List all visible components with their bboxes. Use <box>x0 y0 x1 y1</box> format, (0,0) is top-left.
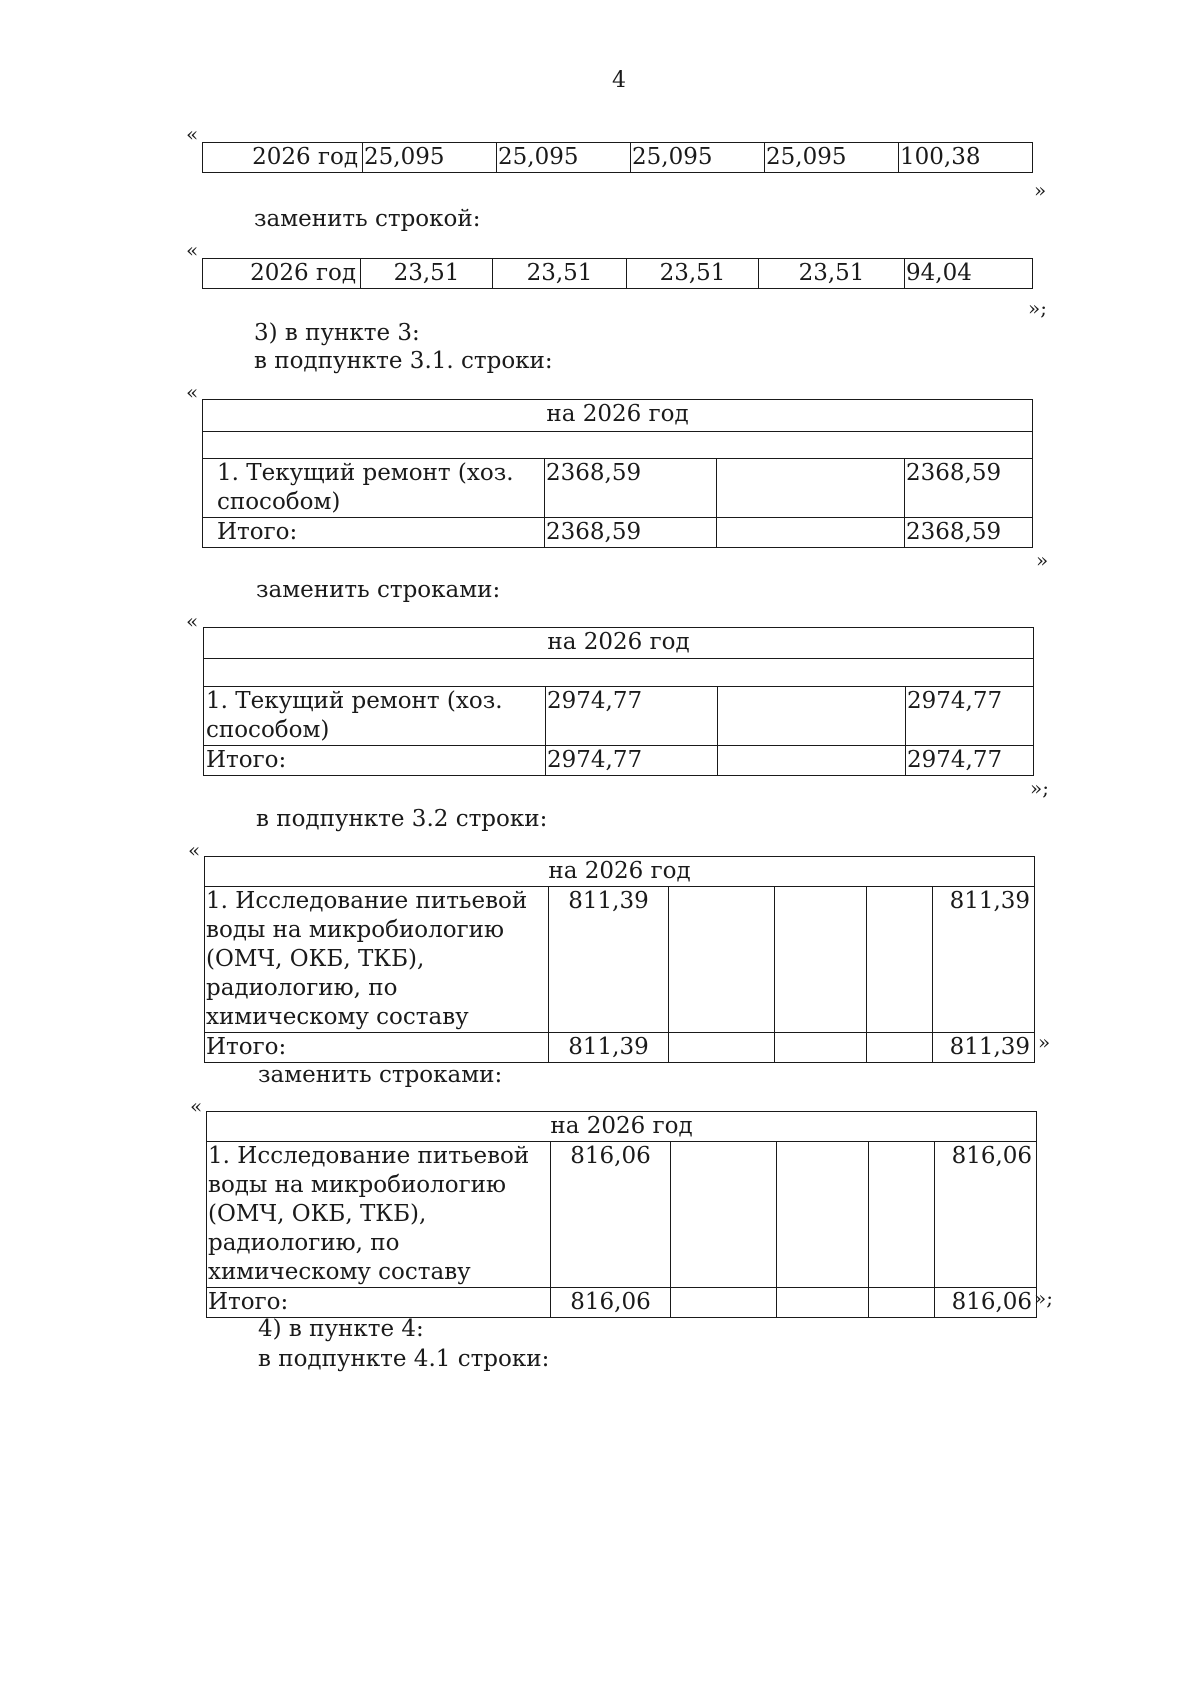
table-row <box>204 659 1034 687</box>
total-label-cell: Итого: <box>207 1288 551 1318</box>
instruction-replace-row: заменить строкой: <box>254 206 481 232</box>
empty-row <box>203 432 1033 459</box>
table-header-row <box>205 857 1035 887</box>
table-total-row <box>207 1288 1037 1318</box>
table-total-row <box>204 746 1034 776</box>
value-cell: 25,095 <box>765 143 899 173</box>
table-row <box>203 143 1033 173</box>
value-cell: 2368,59 <box>545 518 717 548</box>
empty-row <box>204 659 1034 687</box>
empty-cell <box>718 746 906 776</box>
item-name-cell: 1. Текущий ремонт (хоз. способом) <box>203 459 545 518</box>
close-quote-semicolon: »; <box>1028 296 1047 320</box>
instruction-replace-rows: заменить строками: <box>256 577 501 603</box>
value-cell: 23,51 <box>759 259 905 289</box>
table-new-3-2 <box>206 1111 1037 1318</box>
total-cell: 2368,59 <box>905 459 1033 518</box>
open-quote: « <box>186 238 199 262</box>
table-old-3-1 <box>202 399 1033 548</box>
open-quote: « <box>186 380 199 404</box>
item-name-cell: 1. Исследование питьевой воды на микробиологию (ОМЧ, ОКБ, ТКБ), радиологию, по химическому составу <box>205 887 549 1033</box>
table-header-row <box>204 628 1034 659</box>
value-cell: 2974,77 <box>546 687 718 746</box>
subitem-3-2-heading: в подпункте 3.2 строки: <box>256 806 548 832</box>
item-4-heading: 4) в пункте 4: <box>258 1316 424 1342</box>
total-cell: 816,06 <box>935 1288 1037 1318</box>
value-cell: 25,095 <box>497 143 631 173</box>
empty-cell <box>869 1142 935 1288</box>
close-quote: » <box>1036 548 1049 572</box>
empty-cell <box>777 1288 869 1318</box>
subitem-3-1-heading: в подпункте 3.1. строки: <box>254 348 553 374</box>
year-header: на 2026 год <box>207 1112 1037 1142</box>
table-row <box>203 259 1033 289</box>
table-old-3-2 <box>204 856 1035 1063</box>
year-header: на 2026 год <box>204 628 1034 659</box>
total-cell: 811,39 <box>933 887 1035 1033</box>
value-cell: 2974,77 <box>546 746 718 776</box>
item-3-heading: 3) в пункте 3: <box>254 320 420 346</box>
table-row <box>207 1142 1037 1288</box>
value-cell: 23,51 <box>493 259 627 289</box>
value-cell: 811,39 <box>549 887 669 1033</box>
close-quote: » <box>1038 1030 1051 1054</box>
close-quote: » <box>1034 178 1047 202</box>
close-quote-semicolon: »; <box>1030 776 1049 800</box>
instruction-replace-rows: заменить строками: <box>258 1062 503 1088</box>
empty-cell <box>717 518 905 548</box>
value-cell: 2368,59 <box>545 459 717 518</box>
total-cell: 94,04 <box>905 259 1033 289</box>
empty-cell <box>775 1033 867 1063</box>
item-name-cell: 1. Текущий ремонт (хоз. способом) <box>204 687 546 746</box>
open-quote: « <box>190 1094 203 1118</box>
empty-cell <box>718 687 906 746</box>
value-cell: 25,095 <box>631 143 765 173</box>
empty-cell <box>717 459 905 518</box>
total-label-cell: Итого: <box>204 746 546 776</box>
open-quote: « <box>188 838 201 862</box>
page-number: 4 <box>612 68 626 93</box>
empty-cell <box>869 1288 935 1318</box>
total-label-cell: Итого: <box>205 1033 549 1063</box>
value-cell: 816,06 <box>551 1142 671 1288</box>
year-cell: 2026 год <box>203 143 363 173</box>
table-row <box>203 459 1033 518</box>
total-cell: 811,39 <box>933 1033 1035 1063</box>
value-cell: 811,39 <box>549 1033 669 1063</box>
table-row <box>205 887 1035 1033</box>
table-header-row <box>203 400 1033 432</box>
total-cell: 2368,59 <box>905 518 1033 548</box>
close-quote-semicolon: »; <box>1034 1286 1053 1310</box>
open-quote: « <box>186 122 199 146</box>
total-cell: 816,06 <box>935 1142 1037 1288</box>
total-cell: 2974,77 <box>906 687 1034 746</box>
table-new-2026-rate <box>202 258 1033 289</box>
empty-cell <box>775 887 867 1033</box>
empty-cell <box>671 1288 777 1318</box>
total-label-cell: Итого: <box>203 518 545 548</box>
value-cell: 23,51 <box>361 259 493 289</box>
year-cell: 2026 год <box>203 259 361 289</box>
total-cell: 2974,77 <box>906 746 1034 776</box>
subitem-4-1-heading: в подпункте 4.1 строки: <box>258 1346 550 1372</box>
value-cell: 23,51 <box>627 259 759 289</box>
empty-cell <box>867 1033 933 1063</box>
total-cell: 100,38 <box>899 143 1033 173</box>
empty-cell <box>669 1033 775 1063</box>
open-quote: « <box>186 609 199 633</box>
empty-cell <box>671 1142 777 1288</box>
table-header-row <box>207 1112 1037 1142</box>
table-total-row <box>203 518 1033 548</box>
value-cell: 25,095 <box>363 143 497 173</box>
value-cell: 816,06 <box>551 1288 671 1318</box>
item-name-cell: 1. Исследование питьевой воды на микробиологию (ОМЧ, ОКБ, ТКБ), радиологию, по химическому составу <box>207 1142 551 1288</box>
year-header: на 2026 год <box>205 857 1035 887</box>
empty-cell <box>669 887 775 1033</box>
table-row <box>204 687 1034 746</box>
empty-cell <box>867 887 933 1033</box>
table-old-2026-rate <box>202 142 1033 173</box>
year-header: на 2026 год <box>203 400 1033 432</box>
table-total-row <box>205 1033 1035 1063</box>
table-new-3-1 <box>203 627 1034 776</box>
empty-cell <box>777 1142 869 1288</box>
table-row <box>203 432 1033 459</box>
